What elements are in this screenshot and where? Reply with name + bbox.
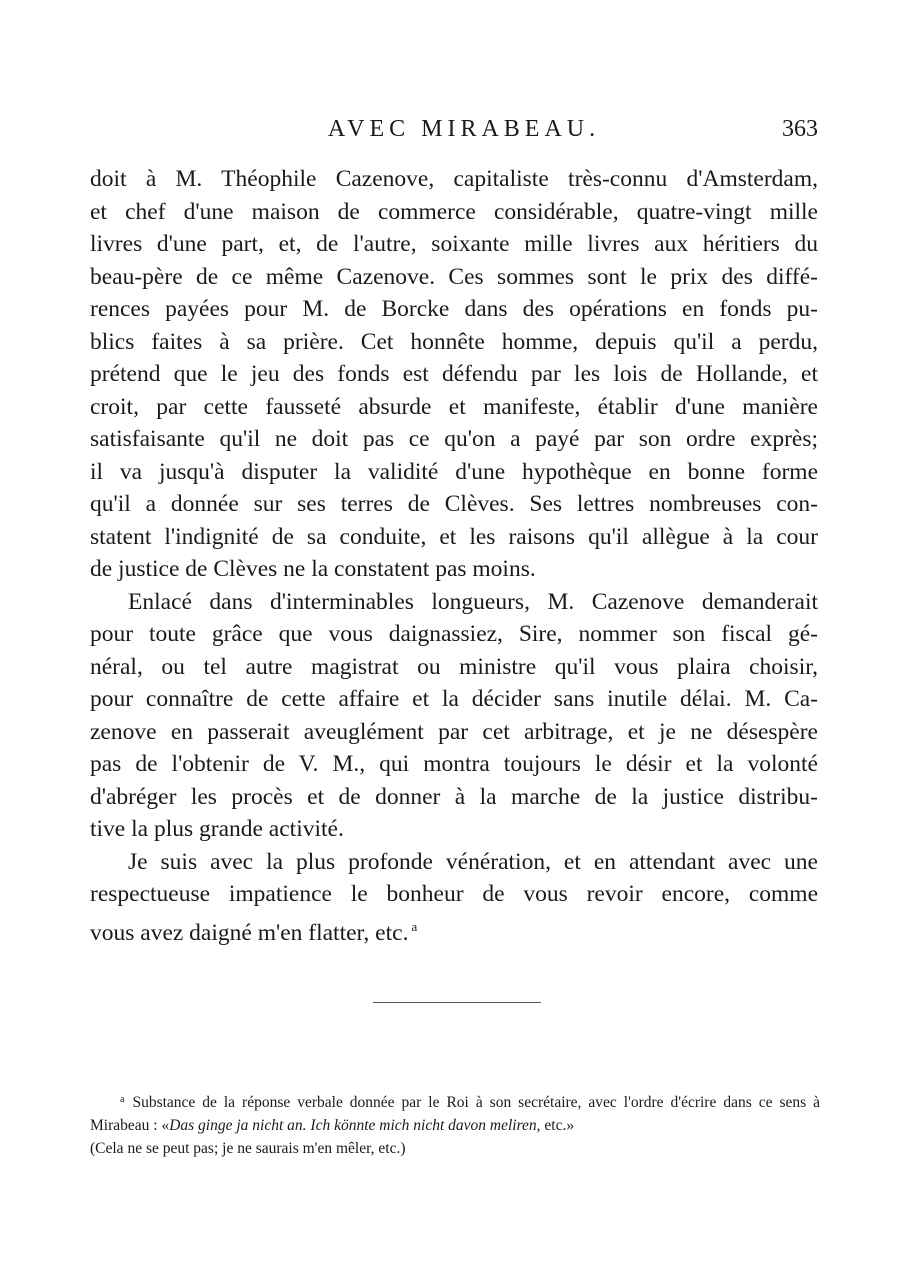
text-line: rences payées pour M. de Borcke dans des opérations en fonds pu-: [90, 296, 818, 322]
text-line: pas de l'obtenir de V. M., qui montra toujours le désir et la volonté: [90, 751, 818, 777]
footnote-text: Substance de la réponse verbale donnée par le Roi à son secrétaire, avec l'ordre d'écrire dans ce sens à Mirabeau : «: [90, 1094, 820, 1134]
footnote-translation: (Cela ne se peut pas; je ne saurais m'en mêler, etc.): [90, 1140, 406, 1157]
text-line: doit à M. Théophile Cazenove, capitaliste très-connu d'Amsterdam,: [90, 166, 818, 192]
page-number: 363: [782, 116, 818, 142]
text-line: beau-père de ce même Cazenove. Ces sommes sont le prix des diffé-: [90, 263, 818, 290]
text-line: Je suis avec la plus profonde vénération, et en attendant avec une: [128, 848, 818, 875]
footnote-paragraph: [90, 1088, 820, 1137]
text-line: de justice de Clèves ne la constatent pas moins.: [90, 556, 536, 582]
footnote-separator: [373, 1002, 541, 1003]
text-line: statent l'indignité de sa conduite, et les raisons qu'il allègue à la cour: [90, 523, 818, 550]
text-line: respectueuse impatience le bonheur de vous revoir encore, comme: [90, 881, 818, 907]
footnote: [90, 1088, 820, 1160]
text-line: zenove en passerait aveuglément par cet arbitrage, et je ne désespère: [90, 718, 818, 745]
text-line: qu'il a donnée sur ses terres de Clèves. Ses lettres nombreuses con-: [90, 491, 818, 517]
text-line: prétend que le jeu des fonds est défendu par les lois de Hollande, et: [90, 361, 818, 387]
text-line: pour connaître de cette affaire et la décider sans inutile délai. M. Ca-: [90, 686, 818, 712]
footnote-text-end: , etc.»: [536, 1117, 575, 1134]
running-title: AVEC MIRABEAU.: [327, 116, 601, 142]
text-line: croit, par cette fausseté absurde et manifeste, établir d'une manière: [90, 393, 818, 420]
body-text: [90, 163, 818, 949]
text-line: Enlacé dans d'interminables longueurs, M. Cazenove demanderait: [128, 588, 818, 615]
text-line: néral, ou tel autre magistrat ou ministre qu'il vous plaira choisir,: [90, 653, 818, 680]
text-line: d'abréger les procès et de donner à la marche de la justice distribu-: [90, 783, 818, 810]
text-line: et chef d'une maison de commerce considérable, quatre-vingt mille: [90, 198, 818, 225]
footnote-reference: a: [411, 918, 418, 934]
footnote-marker: a: [120, 1094, 125, 1105]
text-line: blics faites à sa prière. Cet honnête homme, depuis qu'il a perdu,: [90, 328, 818, 355]
text-line: livres d'une part, et, de l'autre, soixante mille livres aux héritiers du: [90, 231, 818, 257]
text-line: il va jusqu'à disputer la validité d'une hypothèque en bonne forme: [90, 458, 818, 485]
text-line-last: [90, 911, 818, 950]
closing-text: vous avez daigné m'en flatter, etc.: [90, 919, 409, 946]
page-header: [90, 116, 818, 156]
text-line: pour toute grâce que vous daignassiez, Sire, nommer son fiscal gé-: [90, 621, 818, 647]
text-line: tive la plus grande activité.: [90, 816, 344, 842]
footnote-german-quote: Das ginge ja nicht an. Ich könnte mich nicht davon meliren: [169, 1117, 537, 1134]
text-line: satisfaisante qu'il ne doit pas ce qu'on a payé par son ordre exprès;: [90, 426, 818, 452]
